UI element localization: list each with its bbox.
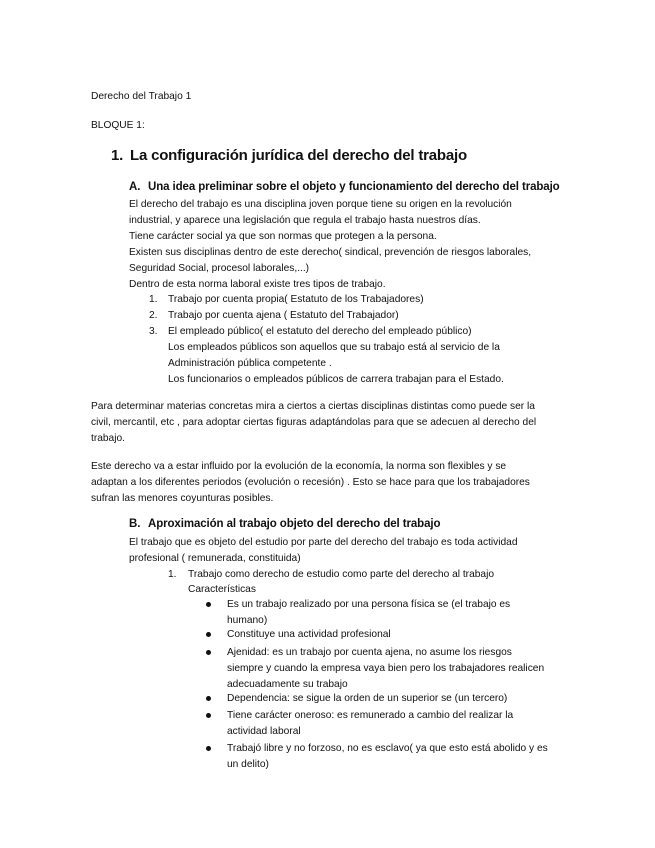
section-a-line: industrial, y aparece una legislación que regula el trabajo hasta nuestros días. <box>129 215 481 226</box>
bullet-line: adecuadamente su trabajo <box>227 679 348 690</box>
section-1-number: 1. <box>111 147 124 164</box>
bullet-icon <box>206 632 211 637</box>
section-a-line: Seguridad Social, procesol laborales,...) <box>129 263 310 274</box>
paragraph-line: Para determinar materias concretas mira a ciertos a ciertas disciplinas distintas como puede ser la <box>91 401 535 412</box>
list-item: Trabajo por cuenta ajena ( Estatuto del Trabajador) <box>168 310 399 321</box>
bullet-icon <box>206 602 211 607</box>
list-number: 1. <box>149 294 158 305</box>
bullet-line: Dependencia: se sigue la orden de un superior se (un tercero) <box>227 693 508 704</box>
section-b-letter: B. <box>129 518 141 530</box>
list-number: 2. <box>149 310 158 321</box>
section-a-letter: A. <box>129 181 141 193</box>
section-b-line: profesional ( remunerada, constituida) <box>129 553 301 564</box>
bullet-line: humano) <box>227 615 268 626</box>
list-item: Trabajo como derecho de estudio como parte del derecho al trabajo <box>188 569 494 580</box>
bullet-icon <box>206 696 211 701</box>
bullet-line: Tiene carácter oneroso: es remunerado a cambio del realizar la <box>227 710 514 721</box>
bullet-icon <box>206 746 211 751</box>
list-subline: Administración pública competente . <box>168 358 332 369</box>
section-a-line: Tiene carácter social ya que son normas que protegen a la persona. <box>129 231 437 242</box>
bullet-line: Ajenidad: es un trabajo por cuenta ajena, no asume los riesgos <box>227 647 512 658</box>
list-subline: Los funcionarios o empleados públicos de carrera trabajan para el Estado. <box>168 374 504 385</box>
bullet-line: Es un trabajo realizado por una persona física se (el trabajo es <box>227 599 511 610</box>
section-a-heading: Una idea preliminar sobre el objeto y funcionamiento del derecho del trabajo <box>148 181 560 193</box>
bullet-icon <box>206 713 211 718</box>
paragraph-line: trabajo. <box>91 433 125 444</box>
list-number: 3. <box>149 326 158 337</box>
paragraph-line: Este derecho va a estar influido por la evolución de la economía, la norma son flexibles y se <box>91 461 507 472</box>
bullet-line: Constituye una actividad profesional <box>227 629 391 640</box>
paragraph-line: adaptan a los diferentes periodos (evolución o recesión) . Esto se hace para que los trabajadores <box>91 477 530 488</box>
section-b-line: El trabajo que es objeto del estudio por parte del derecho del trabajo es toda actividad <box>129 537 518 548</box>
bullet-icon <box>206 650 211 655</box>
list-subline: Los empleados públicos son aquellos que su trabajo está al servicio de la <box>168 342 500 353</box>
bullet-line: actividad laboral <box>227 726 301 737</box>
paragraph-line: sufran las menores coyunturas posibles. <box>91 493 274 504</box>
section-a-line: El derecho del trabajo es una disciplina joven porque tiene su origen en la revolución <box>129 199 512 210</box>
section-a-line: Dentro de esta norma laboral existe tres tipos de trabajo. <box>129 279 386 290</box>
section-a-line: Existen sus disciplinas dentro de este derecho( sindical, prevención de riesgos laborales, <box>129 247 532 258</box>
section-1-heading: La configuración jurídica del derecho del trabajo <box>130 147 467 164</box>
list-item: El empleado público( el estatuto del derecho del empleado público) <box>168 326 472 337</box>
section-b-heading: Aproximación al trabajo objeto del derecho del trabajo <box>148 518 441 530</box>
bullet-line: Trabajó libre y no forzoso, no es esclavo( ya que esto está abolido y es <box>227 743 548 754</box>
bullet-line: siempre y cuando la empresa vaya bien pero los trabajadores realicen <box>227 663 545 674</box>
caracteristicas-label: Características <box>188 584 256 595</box>
bullet-line: un delito) <box>227 759 269 770</box>
paragraph-line: civil, mercantil, etc , para adoptar ciertas figuras adaptándolas para que se adecuen al derecho del <box>91 417 537 428</box>
list-number: 1. <box>168 569 177 580</box>
list-item: Trabajo por cuenta propia( Estatuto de los Trabajadores) <box>168 294 424 305</box>
bloque-label: BLOQUE 1: <box>91 120 145 131</box>
document-title: Derecho del Trabajo 1 <box>91 91 192 102</box>
